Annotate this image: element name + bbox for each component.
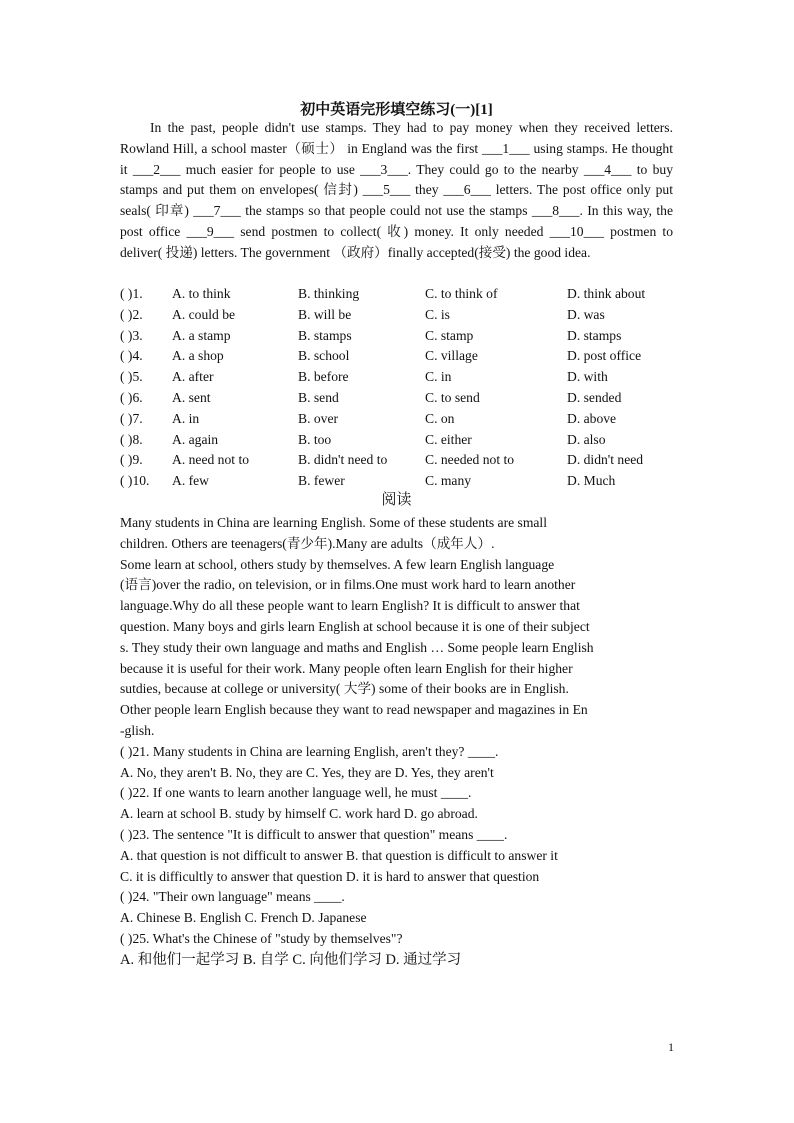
reading-heading: 阅读 [381,492,412,508]
option-d: D. with [567,369,608,385]
reading-line: sutdies, because at college or university( 大学) some of their books are in English. [120,681,569,697]
question-number: ( )2. [120,306,143,322]
reading-line: question. Many boys and girls learn English at school because it is one of their subject [120,618,590,634]
option-b: B. didn't need to [298,452,388,468]
option-d: D. was [567,306,605,322]
question-number: ( )10. [120,473,150,489]
reading-line: language.Why do all these people want to learn English? It is difficult to answer that [120,598,580,614]
cloze-passage: In the past, people didn't use stamps. They had to pay money when they received letters. Rowland Hill, a school master（硕士） in England was the first ___1___ using stamps. He thought it ___2___ much easier for people to use ___3___. They could go to the nearby ___4___ to buy stamps and put them on envelopes( 信封) ___5___ they ___6___ letters. The post office only put seals( 印章) ___7___ the stamps so that people could not use the stamps ___8___. In this way, the post office ___9___ send postmen to collect( 收) money. It only needed ___10___ postmen to deliver( 投递) letters. The government （政府）finally accepted(接受) the good idea. [120,120,673,260]
option-d: D. think about [567,286,646,301]
option-d: D. post office [567,348,642,364]
option-a: A. a stamp [172,327,231,343]
option-d: D. didn't need [567,452,644,468]
option-a: A. could be [172,306,236,322]
reading-line: ( )22. If one wants to learn another language well, he must ____. [120,785,472,801]
question-number: ( )4. [120,348,143,364]
question-number: ( )8. [120,431,143,447]
reading-line: A. No, they aren't B. No, they are C. Yes, they are D. Yes, they aren't [120,764,494,780]
option-b: B. stamps [298,327,352,343]
question-number: ( )7. [120,410,143,426]
option-a: A. few [172,473,209,489]
question-number: ( )6. [120,389,143,405]
cloze-question-row [120,409,680,430]
option-c: C. stamp [425,327,474,343]
option-d: D. Much [567,473,616,489]
cloze-question-row [120,430,680,451]
reading-line: ( )21. Many students in China are learning English, aren't they? ____. [120,743,499,759]
reading-line: because it is useful for their work. Many people often learn English for their higher [120,660,573,676]
cloze-question-row [120,346,680,367]
question-number: ( )9. [120,452,143,468]
cloze-question-row [120,284,680,305]
cloze-question-row [120,326,680,347]
question-number: ( )1. [120,286,143,301]
option-b: B. will be [298,306,352,322]
cloze-question-row [120,388,680,409]
option-a: A. after [172,369,214,385]
option-b: B. before [298,369,349,385]
reading-line: Other people learn English because they want to read newspaper and magazines in En [120,702,588,718]
page-title: 初中英语完形填空练习(一)[1] [300,102,493,118]
option-b: B. thinking [298,286,360,301]
cloze-question-row [120,471,680,492]
option-b: B. fewer [298,473,345,489]
option-c: C. to send [425,389,480,405]
option-d: D. sended [567,389,622,405]
option-c: C. in [425,369,452,385]
option-c: C. many [425,473,472,489]
reading-line: Some learn at school, others study by themselves. A few learn English language [120,556,555,572]
option-b: B. too [298,431,332,447]
option-b: B. over [298,410,339,426]
reading-line: Many students in China are learning English. Some of these students are small [120,515,547,530]
reading-line: A. Chinese B. English C. French D. Japanese [120,910,367,926]
reading-line: children. Others are teenagers(青少年).Many are adults（成年人）. [120,535,495,551]
option-b: B. school [298,348,350,364]
question-number: ( )5. [120,369,143,385]
option-c: C. to think of [425,286,498,301]
cloze-question-row [120,450,680,471]
reading-line: -glish. [120,722,155,738]
option-a: A. need not to [172,452,250,468]
answer-options-chinese: A. 和他们一起学习 B. 自学 C. 向他们学习 D. 通过学习 [120,951,462,968]
reading-line: C. it is difficultly to answer that question D. it is hard to answer that question [120,868,540,884]
option-c: C. on [425,410,455,426]
reading-line: ( )23. The sentence "It is difficult to answer that question" means ____. [120,826,508,842]
reading-line: A. learn at school B. study by himself C. work hard D. go abroad. [120,806,478,822]
option-d: D. also [567,431,606,447]
option-c: C. either [425,431,472,447]
page-number: 1 [668,1040,674,1054]
option-a: A. a shop [172,348,224,364]
reading-line: s. They study their own language and maths and English … Some people learn English [120,639,594,655]
reading-section [120,513,680,971]
cloze-question-row [120,305,680,326]
option-d: D. above [567,410,617,426]
reading-line: ( )24. "Their own language" means ____. [120,889,345,905]
reading-line: (语言)over the radio, on television, or in films.One must work hard to learn another [120,577,576,593]
option-a: A. sent [172,389,211,405]
question-number: ( )3. [120,327,143,343]
option-c: C. is [425,306,450,322]
option-a: A. again [172,431,219,447]
reading-line: ( )25. What's the Chinese of "study by themselves"? [120,930,403,946]
option-a: A. in [172,410,200,426]
option-c: C. needed not to [425,452,515,468]
option-c: C. village [425,348,478,364]
reading-line: A. that question is not difficult to answer B. that question is difficult to answer it [120,847,558,863]
option-a: A. to think [172,286,231,301]
cloze-options [120,284,680,492]
option-b: B. send [298,389,339,405]
option-d: D. stamps [567,327,622,343]
cloze-question-row [120,367,680,388]
